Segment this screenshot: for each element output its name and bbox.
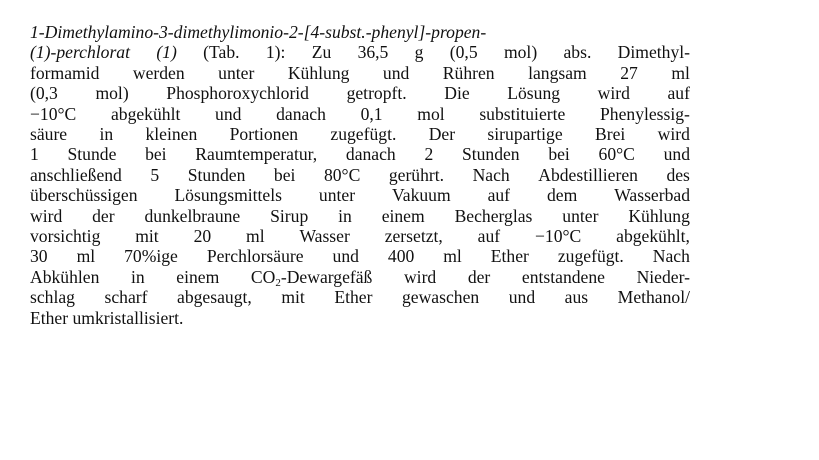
word: 1-Dimethylamino-3-dimethylimonio-2-[4-subst.-phenyl]-propen-: [30, 22, 487, 42]
text-line: [30, 246, 690, 266]
text-line: [30, 104, 690, 124]
word: danach: [276, 103, 326, 124]
word: 36,5: [357, 42, 389, 63]
word: mit: [281, 287, 305, 308]
word: dem: [546, 185, 578, 206]
text-line: [30, 22, 690, 42]
word: Stunden: [187, 164, 246, 185]
word: und: [382, 62, 410, 83]
word: Lösungsmittels: [174, 185, 282, 206]
word: mit: [135, 226, 159, 247]
word: zugefügt.: [330, 124, 397, 145]
word: (0,3: [30, 83, 58, 104]
word: bei: [548, 144, 570, 165]
word: und: [663, 144, 690, 165]
word: Rühren: [442, 62, 495, 83]
word: zugefügt.: [557, 246, 624, 267]
word: ml: [76, 246, 96, 267]
word: Wasserbad: [614, 185, 690, 206]
word: Kühlung: [628, 205, 690, 226]
word: in: [99, 124, 114, 145]
text-line: [30, 226, 690, 246]
subscript: 2: [275, 276, 281, 289]
word: werden: [132, 62, 185, 83]
word: gerührt.: [388, 164, 445, 185]
word: getropft.: [346, 83, 407, 104]
word: Wasser: [299, 226, 350, 247]
word: säure: [30, 124, 68, 145]
word: wird: [657, 124, 690, 145]
text-line: [30, 144, 690, 164]
text-line: [30, 124, 690, 144]
word: und: [508, 287, 536, 308]
text-line: [30, 63, 690, 83]
word: auf: [487, 185, 511, 206]
word: unter: [218, 62, 255, 83]
word: Ether: [490, 246, 529, 267]
word: Stunden: [461, 144, 520, 165]
word: Nach: [472, 164, 510, 185]
word: schlag: [30, 287, 75, 308]
word: 70%ige: [124, 246, 178, 267]
word: Portionen: [229, 124, 299, 145]
word: der: [92, 205, 115, 226]
word: abs.: [563, 42, 592, 63]
word: wird: [403, 266, 437, 287]
word: unter: [318, 185, 356, 206]
word: 27: [620, 62, 638, 83]
text-line: [30, 42, 690, 62]
word: vorsichtig: [30, 226, 101, 247]
word: Phosphoroxychlorid: [166, 83, 309, 104]
word: Raumtemperatur,: [195, 144, 318, 165]
text-line: [30, 83, 690, 103]
word: wird: [597, 83, 630, 104]
word: 80°C: [323, 164, 361, 185]
word: Abdestillieren: [538, 164, 638, 185]
word: −10°C: [30, 103, 77, 124]
word: einem: [381, 205, 425, 226]
word: Perchlorsäure: [206, 246, 304, 267]
word: aus: [564, 287, 589, 308]
text-line: [30, 206, 690, 226]
word: (Tab.: [203, 42, 240, 63]
word: Becherglas: [454, 205, 533, 226]
word: einem: [176, 266, 220, 287]
word: der: [467, 266, 491, 287]
word: Ether: [334, 287, 373, 308]
word: langsam: [528, 62, 587, 83]
word: g: [414, 42, 424, 63]
word: Kühlung: [287, 62, 350, 83]
word: Stunde: [67, 144, 117, 165]
word: −10°C: [535, 226, 582, 247]
word: abgesaugt,: [177, 287, 252, 308]
word: dunkelbraune: [144, 205, 241, 226]
word: auf: [667, 83, 690, 104]
word: bei: [145, 144, 167, 165]
word: Brei: [595, 124, 626, 145]
word: gewaschen: [402, 287, 480, 308]
word: in: [131, 266, 145, 287]
text-line: [30, 287, 690, 307]
text-line: [30, 267, 690, 287]
word: Nieder-: [636, 266, 690, 287]
word: Phenylessig-: [600, 103, 690, 124]
word: unter: [562, 205, 599, 226]
word: überschüssigen: [30, 185, 138, 206]
word: 1):: [265, 42, 286, 63]
word: (0,5: [449, 42, 478, 63]
word: kleinen: [145, 124, 198, 145]
word: Abkühlen: [30, 266, 100, 287]
word: 30: [30, 246, 48, 267]
word: scharf: [104, 287, 148, 308]
word: abgekühlt: [110, 103, 181, 124]
word: ml: [671, 62, 690, 83]
word: (1): [156, 42, 177, 63]
word: $CO_2$-Dewargefäß: [250, 266, 373, 289]
body-paragraph: [30, 22, 690, 328]
word: mol): [503, 42, 538, 63]
word: Vakuum: [392, 185, 451, 206]
text-line: [30, 185, 690, 205]
word: anschließend: [30, 164, 122, 185]
word: mol: [417, 103, 445, 124]
word: Lösung: [507, 83, 561, 104]
text-run: Ether umkristallisiert.: [30, 307, 184, 328]
word: Sirup: [270, 205, 309, 226]
word: entstandene: [521, 266, 605, 287]
word: (1)-perchlorat: [30, 42, 130, 63]
text-line: [30, 308, 690, 328]
word: mol): [95, 83, 129, 104]
word: 1: [30, 144, 39, 165]
word: und: [332, 246, 359, 267]
word: 60°C: [598, 144, 635, 165]
word: zersetzt,: [384, 226, 443, 247]
word: substituierte: [479, 103, 566, 124]
word: ml: [443, 246, 462, 267]
word: in: [338, 205, 352, 226]
word: 2: [424, 144, 434, 165]
word: 5: [150, 164, 160, 185]
word: Die: [444, 83, 470, 104]
word: sirupartige: [487, 124, 563, 145]
word: und: [215, 103, 242, 124]
word: danach: [345, 144, 396, 165]
word: Der: [428, 124, 456, 145]
word: 20: [193, 226, 212, 247]
text-line: [30, 165, 690, 185]
word: formamid: [30, 62, 100, 83]
word: bei: [273, 164, 296, 185]
word: 400: [387, 246, 415, 267]
word: des: [666, 164, 690, 185]
word: 0,1: [360, 103, 383, 124]
word: Methanol/: [617, 287, 690, 308]
word: Dimethyl-: [617, 42, 690, 63]
word: abgekühlt,: [616, 226, 690, 247]
word: ml: [246, 226, 265, 247]
word: wird: [30, 205, 63, 226]
word: auf: [477, 226, 501, 247]
word: Nach: [652, 246, 690, 267]
word: Zu: [311, 42, 332, 63]
